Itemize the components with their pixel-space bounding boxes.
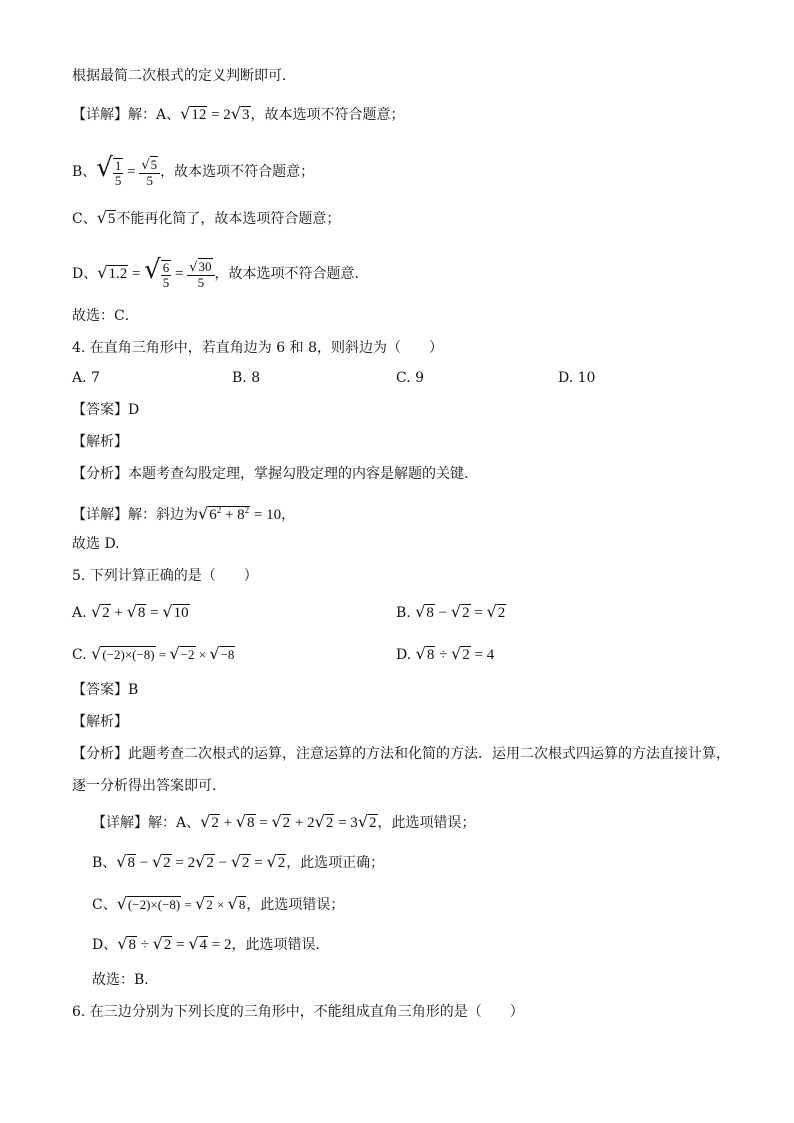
q4-choose: 故选 D.	[72, 536, 120, 552]
q4-answer: 【答案】D	[72, 402, 140, 418]
q5-option-a: A. √2 + √8 = √10	[72, 602, 189, 621]
q5-fenxi-2: 逐一分析得出答案即可．	[72, 778, 226, 794]
q5-detail-a: 【详解】解：A、√2 + √8 = √2 + 2√2 = 3√2，此选项错误；	[92, 812, 476, 831]
math-b: √ $\frac{1}{5}$ = $\frac{√5}{5}$	[96, 164, 160, 180]
q4-fenxi: 【分析】本题考查勾股定理，掌握勾股定理的内容是解题的关键.	[72, 466, 469, 482]
q5-analysis: 【解析】	[72, 714, 128, 730]
q3-detail-a: 【详解】解：A、√12 = 2√3，故本选项不符合题意；	[72, 104, 405, 123]
math-a: √12 = 2√3	[180, 104, 250, 123]
detail-label: 【详解】解：A、	[72, 107, 181, 123]
q3-detail-d: D、√1.2 = √ $\frac{6}{5}$ = $\frac{√30}{5}$ ，故本选项不符合题意．	[72, 255, 369, 290]
q5-stem: 5. 下列计算正确的是（ ）	[72, 568, 258, 584]
q3-detail-b: B、√ $\frac{1}{5}$ = $\frac{√5}{5}$ ，故本选项不符合题意；	[72, 153, 315, 188]
q5-choose: 故选：B．	[92, 972, 159, 988]
q4-detail: 【详解】解：斜边为$√6^2 + 8^2 = 10$，	[72, 504, 296, 523]
math-d: √1.2 = √ $\frac{6}{5}$ = $\frac{√30}{5}$	[97, 266, 214, 282]
q3-detail-c: C、√5不能再化简了，故本选项符合题意；	[72, 208, 341, 227]
q5-detail-d: D、√8 ÷ √2 = √4 = 2，此选项错误．	[92, 934, 330, 953]
q5-option-c: C. √(−2)×(−8) = √−2 × √−8	[72, 644, 235, 663]
q4-option-a: A. 7	[72, 370, 100, 386]
q4-option-d: D. 10	[558, 370, 596, 386]
q6-stem: 6. 在三边分别为下列长度的三角形中，不能组成直角三角形的是（ ）	[72, 1004, 524, 1020]
q4-option-c: C. 9	[396, 370, 425, 386]
q5-detail-b: B、√8 − √2 = 2√2 − √2 = √2，此选项正确；	[92, 852, 385, 871]
q5-detail-c: C、√(−2)×(−8) = √2 × √8，此选项错误；	[92, 894, 345, 913]
q4-stem: 4. 在直角三角形中，若直角边为 6 和 8，则斜边为（ ）	[72, 340, 443, 356]
q3-choose: 故选：C．	[72, 308, 139, 324]
q5-fenxi-1: 【分析】此题考查二次根式的运算，注意运算的方法和化简的方法．运用二次根式四运算的方法直接计算，	[72, 746, 730, 762]
math-c: √5	[96, 208, 116, 227]
q5-answer: 【答案】B	[72, 682, 139, 698]
math-q4: $√6^2 + 8^2 = 10$	[198, 504, 282, 523]
q4-option-b: B. 8	[232, 370, 261, 386]
q5-option-d: D. √8 ÷ √2 = 4	[396, 644, 495, 663]
q4-analysis: 【解析】	[72, 434, 128, 450]
intro-text: 根据最简二次根式的定义判断即可．	[72, 68, 296, 84]
q5-option-b: B. √8 − √2 = √2	[396, 602, 506, 621]
